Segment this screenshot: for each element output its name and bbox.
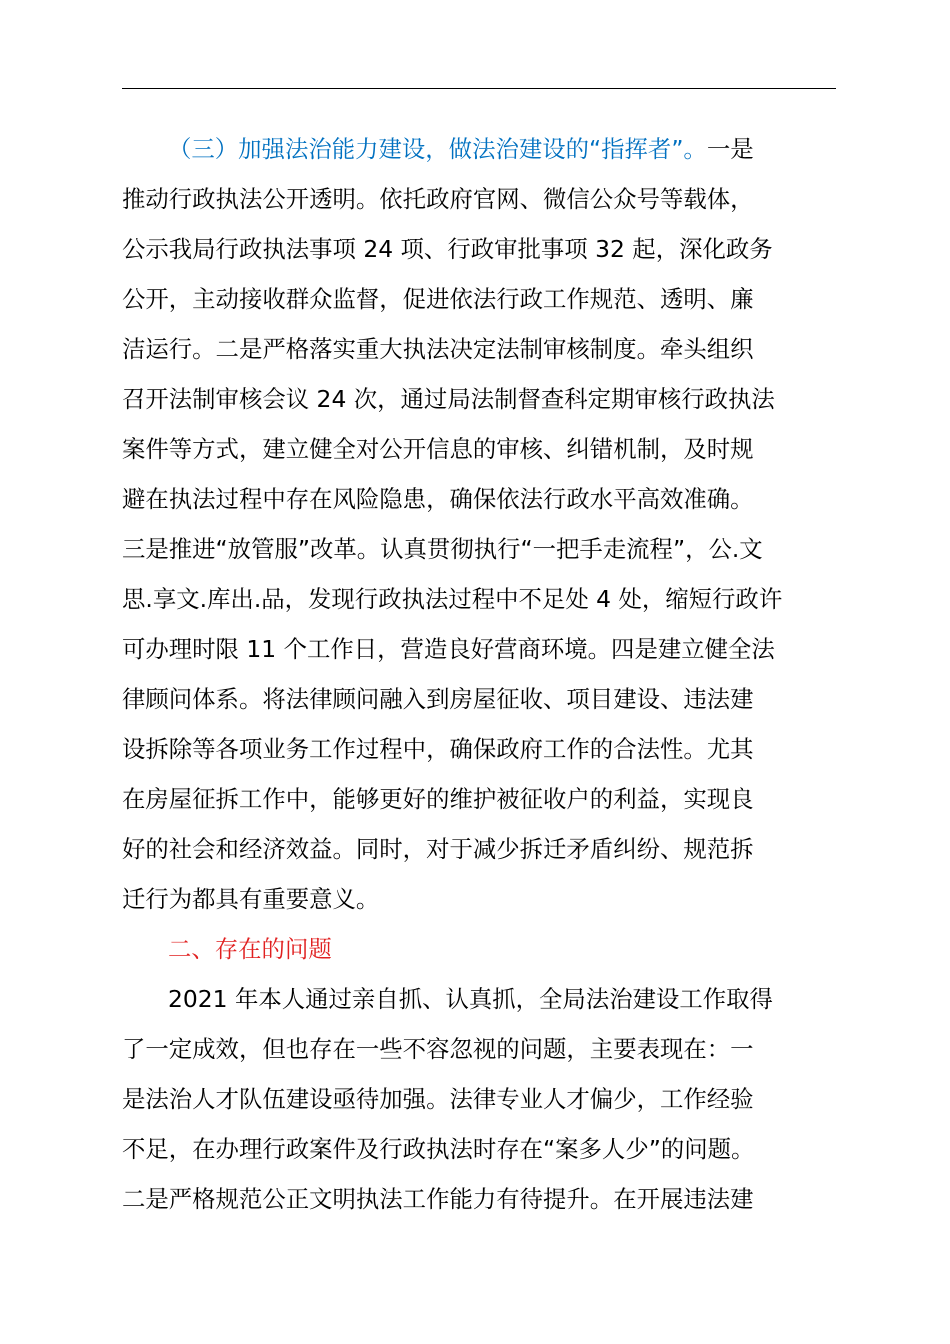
paragraph-line: 可办理时限 11 个工作日，营造良好营商环境。四是建立健全法 [122,635,775,663]
paragraph-text: 一是 [706,135,754,163]
paragraph-line: 避在执法过程中存在风险隐患，确保依法行政水平高效准确。 [122,485,754,513]
section-heading-3: （三）加强法治能力建设，做法治建设的“指挥者”。 [168,135,707,163]
paragraph-line: 律顾问体系。将法律顾问融入到房屋征收、项目建设、违法建 [122,685,754,713]
paragraph-line: 洁运行。二是严格落实重大执法决定法制审核制度。牵头组织 [122,335,754,363]
paragraph-line: 不足，在办理行政案件及行政执法时存在“案多人少”的问题。 [122,1135,755,1163]
paragraph-line: 召开法制审核会议 24 次，通过局法制督查科定期审核行政执法 [122,385,775,413]
paragraph-line: 二是严格规范公正文明执法工作能力有待提升。在开展违法建 [122,1185,754,1213]
paragraph-line: 2021 年本人通过亲自抓、认真抓，全局法治建设工作取得 [168,985,773,1013]
paragraph-line: 在房屋征拆工作中，能够更好的维护被征收户的利益，实现良 [122,785,754,813]
paragraph-line: 公示我局行政执法事项 24 项、行政审批事项 32 起，深化政务 [122,235,773,263]
paragraph-line: 案件等方式，建立健全对公开信息的审核、纠错机制，及时规 [122,435,754,463]
paragraph-line: 设拆除等各项业务工作过程中，确保政府工作的合法性。尤其 [122,735,754,763]
paragraph-line: 公开，主动接收群众监督，促进依法行政工作规范、透明、廉 [122,285,754,313]
paragraph-line: 迁行为都具有重要意义。 [122,885,380,913]
paragraph-line: 三是推进“放管服”改革。认真贯彻执行“一把手走流程”，公.文 [122,535,763,563]
paragraph-line: 思.享文.库出.品，发现行政执法过程中不足处 4 处，缩短行政许 [122,585,783,613]
section-heading-2: 二、存在的问题 [168,935,332,963]
header-rule [122,88,836,89]
paragraph-line: 推动行政执法公开透明。依托政府官网、微信公众号等载体， [122,185,754,213]
paragraph-line: 是法治人才队伍建设亟待加强。法律专业人才偏少，工作经验 [122,1085,754,1113]
paragraph-line: 了一定成效，但也存在一些不容忽视的问题，主要表现在：一 [122,1035,754,1063]
paragraph-line: 好的社会和经济效益。同时，对于减少拆迁矛盾纠纷、规范拆 [122,835,754,863]
paragraph-line [122,134,838,164]
